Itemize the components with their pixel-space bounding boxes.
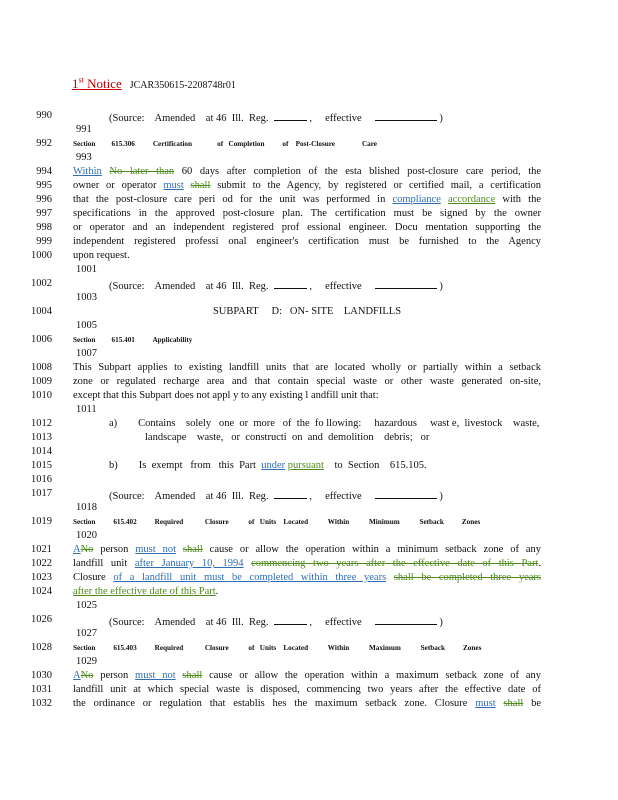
- text-line: [73, 698, 541, 710]
- line-number: 1014: [31, 446, 52, 457]
- line-number: 998: [36, 222, 52, 233]
- inserted-text: must not: [135, 544, 176, 555]
- fill-in-blank: [375, 110, 437, 121]
- text-line: [73, 516, 541, 528]
- text-line: [73, 488, 577, 503]
- text-run: submit to the Agency, by registered or certified mail, a certification: [210, 180, 542, 191]
- text-run: owner or operator: [73, 180, 164, 191]
- line-number: 1017: [31, 488, 52, 499]
- text-run: .: [215, 586, 219, 597]
- line-number: 1021: [31, 544, 52, 555]
- section-heading: Section 615.306 Certification of Completion of Post-Closure Care: [73, 140, 377, 148]
- notice-superscript: st: [78, 76, 84, 85]
- text-line: [73, 138, 541, 150]
- text-line: [73, 376, 541, 388]
- line-number: 1008: [31, 362, 52, 373]
- text-line: [73, 306, 541, 318]
- deleted-text: No: [80, 544, 94, 555]
- line-number: 1000: [31, 250, 52, 261]
- line-number: 1031: [31, 684, 52, 695]
- line-number: 999: [36, 236, 52, 247]
- fill-in-blank: [375, 278, 437, 289]
- section-heading: Section 615.401 Applicability: [73, 336, 193, 344]
- text-run: , effective: [306, 491, 375, 502]
- inserted-text: A: [73, 670, 81, 681]
- text-run: cause or allow the operation within a minimum setback zone of any: [202, 544, 542, 555]
- text-run: except that this Subpart does not appl y to any existing l andfill unit that:: [73, 390, 379, 401]
- line-number: 1022: [31, 558, 52, 569]
- line-number: 1012: [31, 418, 52, 429]
- line-number: 1030: [31, 670, 52, 681]
- text-line: [73, 110, 577, 125]
- text-run: Closure: [73, 572, 114, 583]
- inserted-text: accordance: [448, 194, 496, 205]
- text-run: 60 days after completion of the esta blished post-closure care period, the: [174, 166, 542, 177]
- line-number: 1019: [31, 516, 52, 527]
- sub-line-number: 1001: [76, 264, 97, 275]
- text-line: [73, 572, 541, 584]
- text-run: independent registered professi onal engineer's certification must be furnished to the Agency: [73, 236, 541, 247]
- sub-line-number: 1029: [76, 656, 97, 667]
- text-run: [244, 558, 252, 569]
- sub-line-number: 1011: [76, 404, 97, 415]
- line-number: 995: [36, 180, 52, 191]
- text-run: landfill unit: [73, 558, 135, 569]
- line-number: 994: [36, 166, 52, 177]
- line-number: 1026: [31, 614, 52, 625]
- fill-in-blank: [274, 488, 307, 499]
- line-number: 1015: [31, 460, 52, 471]
- text-line: [73, 362, 541, 374]
- text-line: [73, 558, 541, 570]
- inserted-text: after January 10, 1994: [134, 558, 244, 569]
- deleted-text: shall: [182, 670, 203, 681]
- text-run: landfill unit at which special waste is disposed, commencing two years after the effective date of: [73, 684, 541, 695]
- text-line: [73, 250, 541, 262]
- text-line: [73, 418, 577, 430]
- text-run: (Source: Amended at 46 Ill. Reg.: [109, 491, 274, 502]
- section-heading: Section 615.403 Required Closure of Units Located Within Maximum Setback Zones: [73, 644, 482, 652]
- sub-line-number: 993: [76, 152, 92, 163]
- fill-in-blank: [274, 110, 307, 121]
- inserted-text: under: [261, 460, 286, 471]
- text-run: zone or regulated recharge area and that contain special waste or other waste generated on-site,: [73, 376, 541, 387]
- fill-in-blank: [274, 614, 307, 625]
- inserted-text: must: [475, 698, 496, 709]
- text-line: [73, 180, 541, 192]
- sub-line-number: 991: [76, 124, 92, 135]
- line-number: 992: [36, 138, 52, 149]
- text-line: [73, 222, 541, 234]
- text-run: person: [93, 544, 136, 555]
- text-line: [73, 614, 577, 629]
- text-run: [386, 572, 394, 583]
- text-run: (Source: Amended at 46 Ill. Reg.: [109, 617, 274, 628]
- fill-in-blank: [274, 278, 307, 289]
- text-run: the ordinance or regulation that establis hes the maximum setback zone. Closure: [73, 698, 476, 709]
- line-number: 1006: [31, 334, 52, 345]
- deleted-text: No: [80, 670, 94, 681]
- text-line: [73, 334, 541, 346]
- line-number: 1010: [31, 390, 52, 401]
- text-line: [73, 390, 541, 402]
- text-run: landscape waste, or constructi on and demolition debris; or: [145, 432, 430, 443]
- text-run: to Section 615.105.: [323, 460, 427, 471]
- line-number: 1032: [31, 698, 52, 709]
- text-run: ): [436, 281, 443, 292]
- text-run: be: [523, 698, 541, 709]
- notice-number: 1: [72, 76, 79, 92]
- line-number: 1024: [31, 586, 52, 597]
- text-run: [184, 180, 191, 191]
- inserted-text: pursuant: [287, 460, 324, 471]
- text-run: , effective: [306, 617, 375, 628]
- text-run: (Source: Amended at 46 Ill. Reg.: [109, 281, 274, 292]
- deleted-text: commencing two years after the effective date of this Part: [251, 558, 539, 569]
- text-run: [176, 544, 183, 555]
- text-line: [73, 278, 577, 293]
- line-number: 1002: [31, 278, 52, 289]
- sub-line-number: 1020: [76, 530, 97, 541]
- text-run: [441, 194, 448, 205]
- notice-label: [72, 76, 122, 91]
- text-run: specifications in the approved post-closure plan. The certification must be signed by the owner: [73, 208, 541, 219]
- text-line: [73, 432, 613, 444]
- text-run: (Source: Amended at 46 Ill. Reg.: [109, 113, 274, 124]
- line-number: 1023: [31, 572, 52, 583]
- text-run: , effective: [306, 281, 375, 292]
- deleted-text: shall be completed three years: [393, 572, 541, 583]
- inserted-text: must not: [135, 670, 176, 681]
- text-run: ): [436, 491, 443, 502]
- text-run: ): [436, 113, 443, 124]
- deleted-text: No later than: [109, 166, 175, 177]
- inserted-text: A: [73, 544, 81, 555]
- line-number: 997: [36, 208, 52, 219]
- sub-line-number: 1025: [76, 600, 97, 611]
- inserted-text: after the effective date of this Part: [73, 586, 216, 597]
- notice-header: [72, 76, 236, 92]
- document-code: JCAR350615-2208748r01: [129, 80, 236, 92]
- text-line: [73, 642, 541, 654]
- text-run: that the post-closure care peri od for the unit was performed in: [73, 194, 393, 205]
- text-line: [73, 194, 541, 206]
- text-line: [73, 684, 541, 696]
- text-run: cause or allow the operation within a maximum setback zone of any: [202, 670, 541, 681]
- line-number: 1009: [31, 376, 52, 387]
- fill-in-blank: [375, 488, 437, 499]
- text-run: person: [93, 670, 136, 681]
- text-line: [73, 670, 541, 682]
- inserted-text: must: [163, 180, 184, 191]
- inserted-text: of a landfill unit must be completed within three years: [113, 572, 387, 583]
- sub-line-number: 1005: [76, 320, 97, 331]
- line-number: 1028: [31, 642, 52, 653]
- text-run: b) Is exempt from this Part: [109, 460, 262, 471]
- text-line: [73, 208, 541, 220]
- sub-line-number: 1027: [76, 628, 97, 639]
- deleted-text: shall: [182, 544, 203, 555]
- inserted-text: Within: [73, 166, 102, 177]
- text-run: a) Contains solely one or more of the fo llowing: hazardous wast e, livestock waste,: [109, 418, 540, 429]
- line-number: 996: [36, 194, 52, 205]
- line-number: 1016: [31, 474, 52, 485]
- text-run: .: [538, 558, 541, 569]
- sub-line-number: 1007: [76, 348, 97, 359]
- line-number: 1004: [31, 306, 52, 317]
- text-run: upon request.: [73, 250, 130, 261]
- deleted-text: shall: [503, 698, 524, 709]
- line-number: 1013: [31, 432, 52, 443]
- fill-in-blank: [375, 614, 437, 625]
- inserted-text: compliance: [392, 194, 441, 205]
- text-line: [73, 236, 541, 248]
- line-number: 990: [36, 110, 52, 121]
- sub-line-number: 1003: [76, 292, 97, 303]
- text-line: [73, 586, 541, 598]
- text-run: SUBPART D: ON- SITE LANDFILLS: [212, 306, 402, 317]
- text-line: [73, 166, 541, 178]
- section-heading: Section 615.402 Required Closure of Units Located Within Minimum Setback Zones: [73, 518, 481, 526]
- text-run: This Subpart applies to existing landfill units that are located wholly or partially within a setback: [73, 362, 541, 373]
- text-run: , effective: [306, 113, 375, 124]
- notice-word: Notice: [87, 76, 122, 92]
- text-run: or operator and an independent registered prof essional engineer. Docu mentation supporting the: [73, 222, 541, 233]
- deleted-text: shall: [190, 180, 211, 191]
- text-line: [73, 544, 541, 556]
- text-line: [73, 460, 577, 472]
- text-run: with the: [495, 194, 542, 205]
- sub-line-number: 1018: [76, 502, 97, 513]
- text-run: ): [436, 617, 443, 628]
